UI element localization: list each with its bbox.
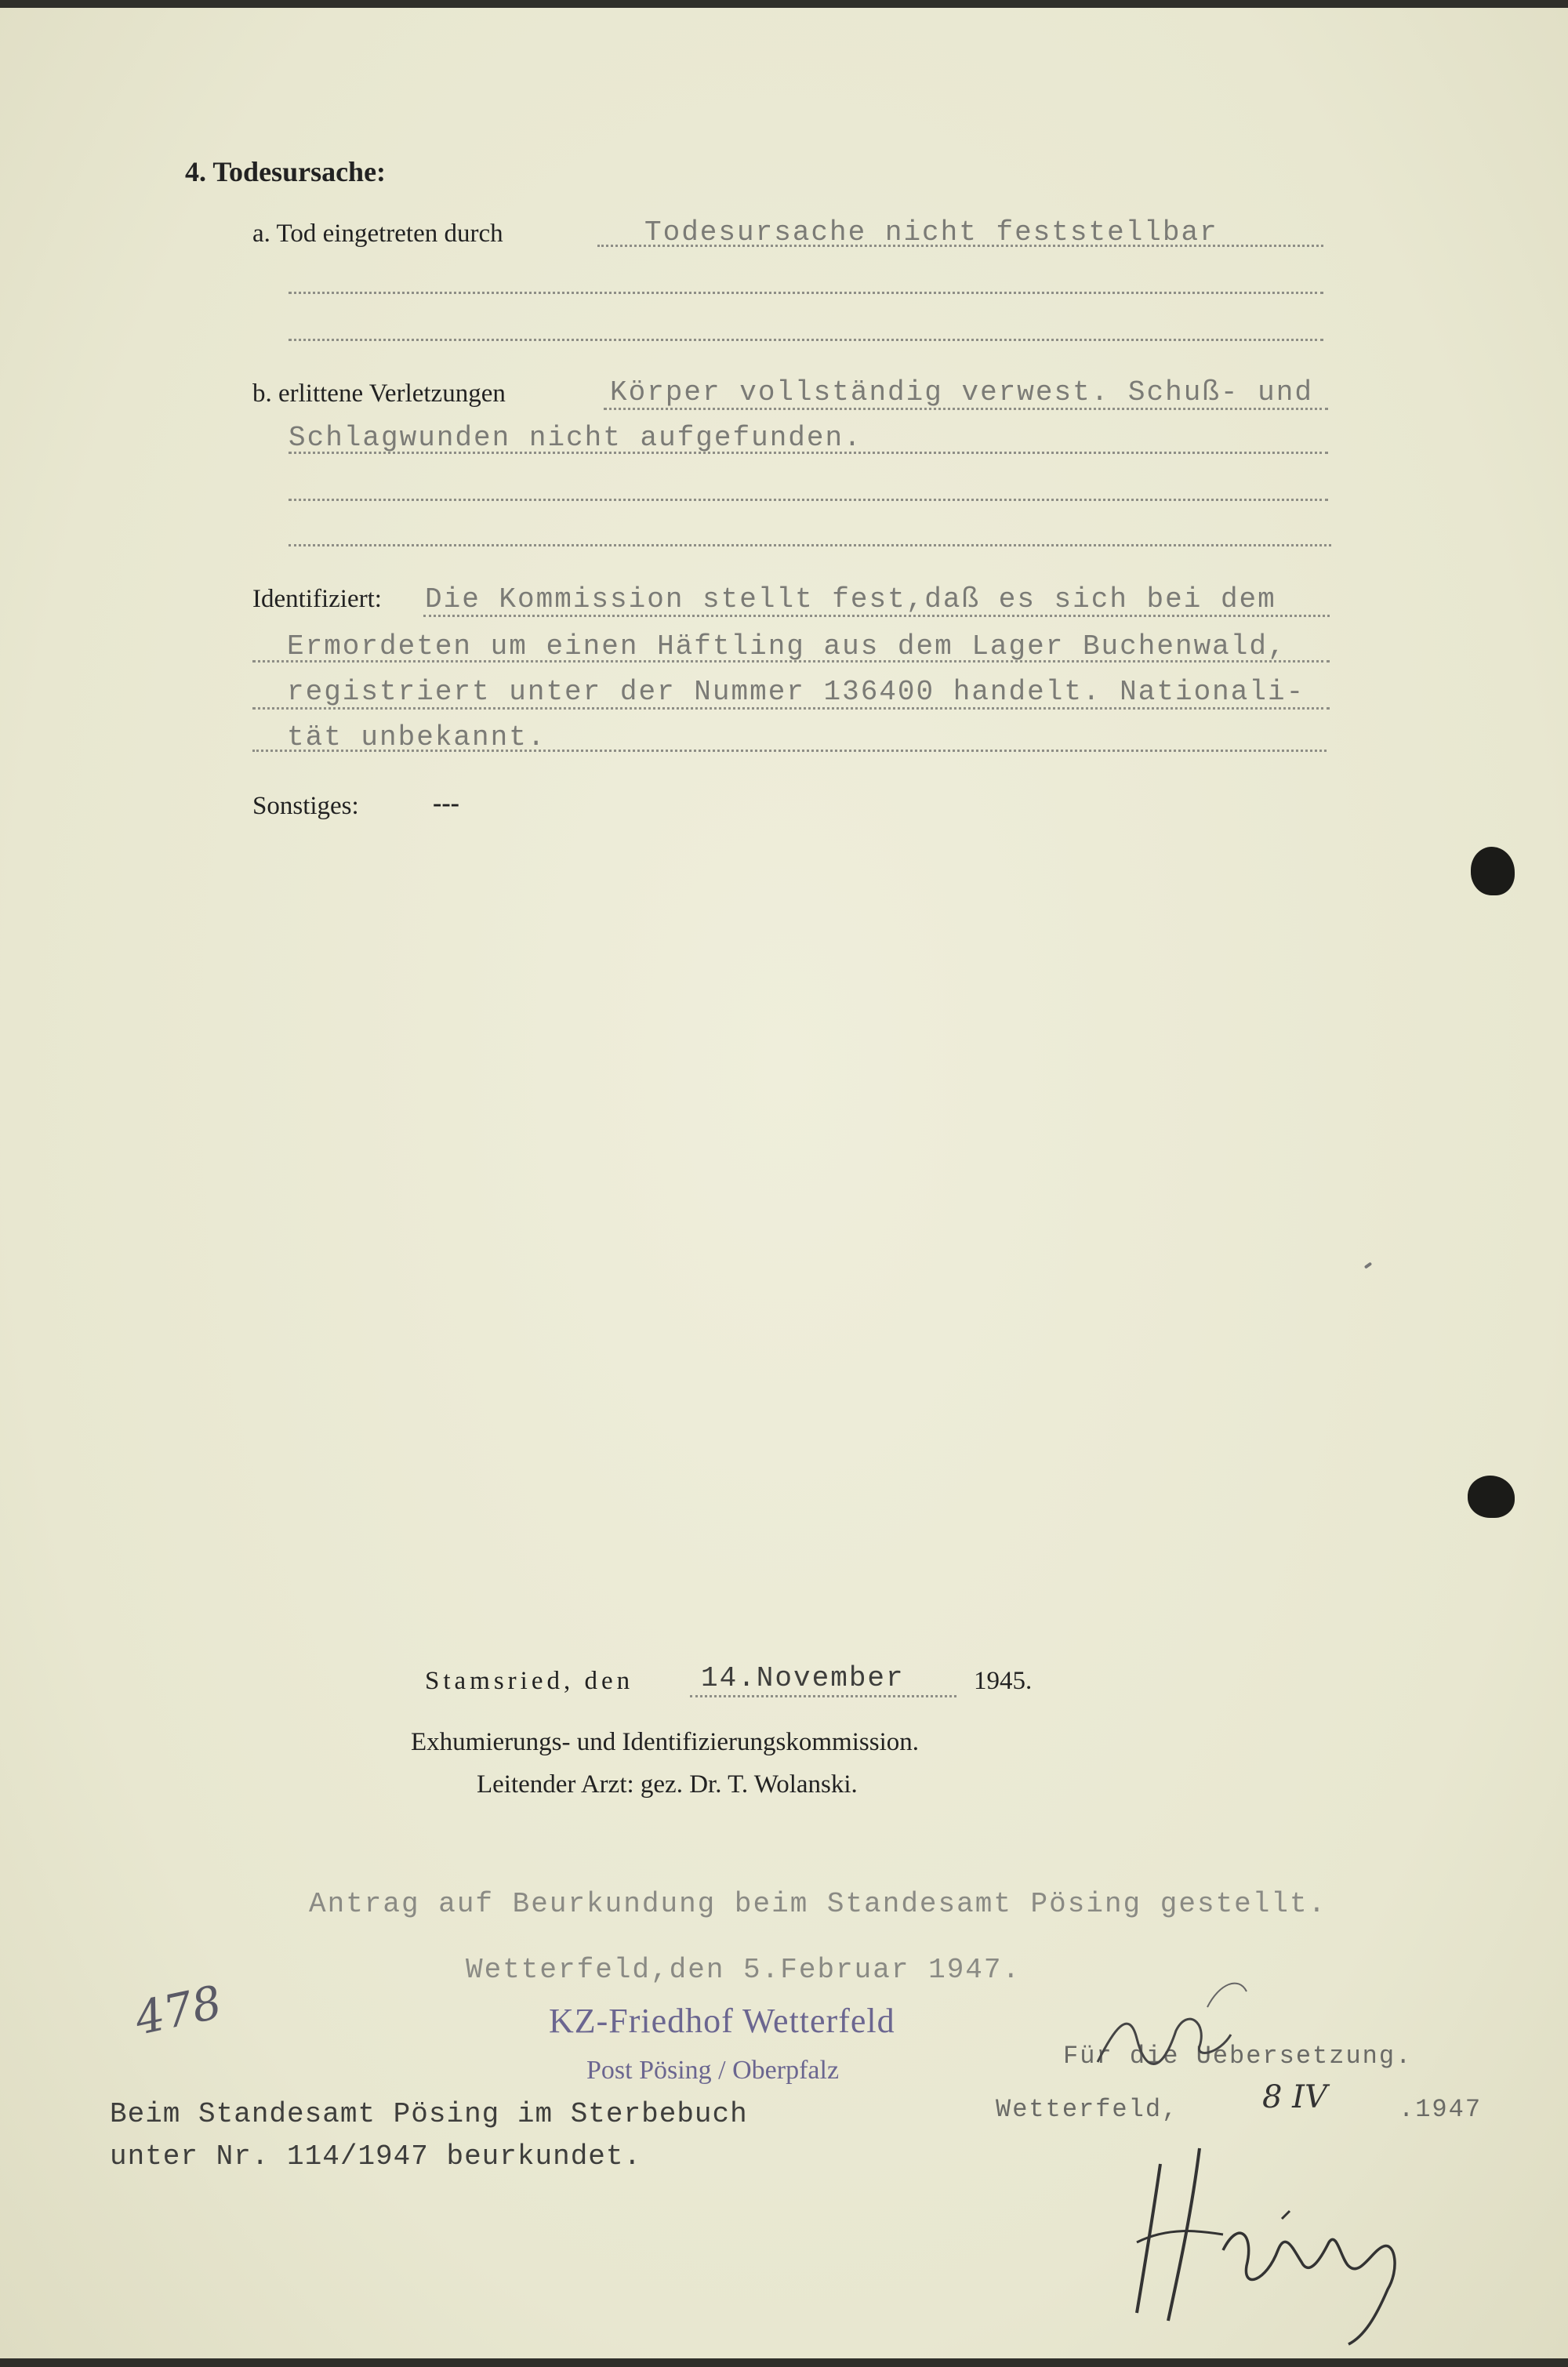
other-label: Sonstiges: [252, 792, 359, 820]
identified-line-1: Die Kommission stellt fest,daß es sich bei dem [425, 583, 1276, 615]
cause-label: a. Tod eingetreten durch [252, 220, 503, 248]
identified-line-3: registriert unter der Nummer 136400 handelt. Nationali- [287, 676, 1305, 708]
cause-blank-line-2 [289, 339, 1323, 341]
cause-blank-line-1 [289, 292, 1323, 294]
application-note: Antrag auf Beurkundung beim Standesamt Pösing gestellt. [309, 1888, 1327, 1920]
translation-year: .1947 [1399, 2095, 1483, 2124]
scan-border-top [0, 0, 1568, 8]
identified-line-2: Ermordeten um einen Häftling aus dem Lager Buchenwald, [287, 630, 1287, 663]
injuries-blank-line-2 [289, 544, 1331, 546]
registry-line-1: Beim Standesamt Pösing im Sterbebuch [110, 2098, 748, 2130]
signature-date: 14.November [701, 1662, 905, 1694]
injuries-blank-line-1 [289, 499, 1328, 501]
ink-blot-lower [1468, 1476, 1515, 1518]
signature-place: Stamsried, den [425, 1667, 634, 1695]
injuries-label: b. erlittene Verletzungen [252, 379, 506, 408]
injuries-line-1: Körper vollständig verwest. Schuß- und [610, 376, 1313, 408]
wetterfeld-date: Wetterfeld,den 5.Februar 1947. [466, 1954, 1022, 1986]
injuries-line-2: Schlagwunden nicht aufgefunden. [289, 422, 862, 454]
translation-line-1: Für die Uebersetzung. [1063, 2042, 1413, 2071]
doctor-line: Leitender Arzt: gez. Dr. T. Wolanski. [477, 1770, 858, 1799]
signature-year: 1945. [974, 1667, 1033, 1695]
initial-signature [1082, 1960, 1286, 2086]
other-value: --- [433, 789, 459, 818]
commission-name: Exhumierungs- und Identifizierungskommission. [411, 1728, 919, 1756]
registry-line-2: unter Nr. 114/1947 beurkundet. [110, 2140, 642, 2173]
scan-border-bottom [0, 2358, 1568, 2367]
handwritten-signature [1113, 2133, 1427, 2352]
cemetery-stamp-line-2: Post Pösing / Oberpfalz [586, 2056, 840, 2085]
cemetery-stamp-line-1: KZ-Friedhof Wetterfeld [549, 2002, 895, 2040]
scan-speck [1364, 1262, 1372, 1269]
cause-value: Todesursache nicht feststellbar [644, 216, 1218, 249]
identified-label: Identifiziert: [252, 585, 382, 613]
ink-blot-upper [1471, 847, 1515, 895]
translation-date: 8 IV [1262, 2079, 1327, 2115]
handwritten-number: 478 [130, 1975, 227, 2046]
translation-line-2: Wetterfeld, [996, 2095, 1179, 2124]
identified-line-4: tät unbekannt. [287, 721, 546, 753]
section-heading: 4. Todesursache: [185, 156, 387, 187]
signature-date-line [690, 1695, 956, 1697]
